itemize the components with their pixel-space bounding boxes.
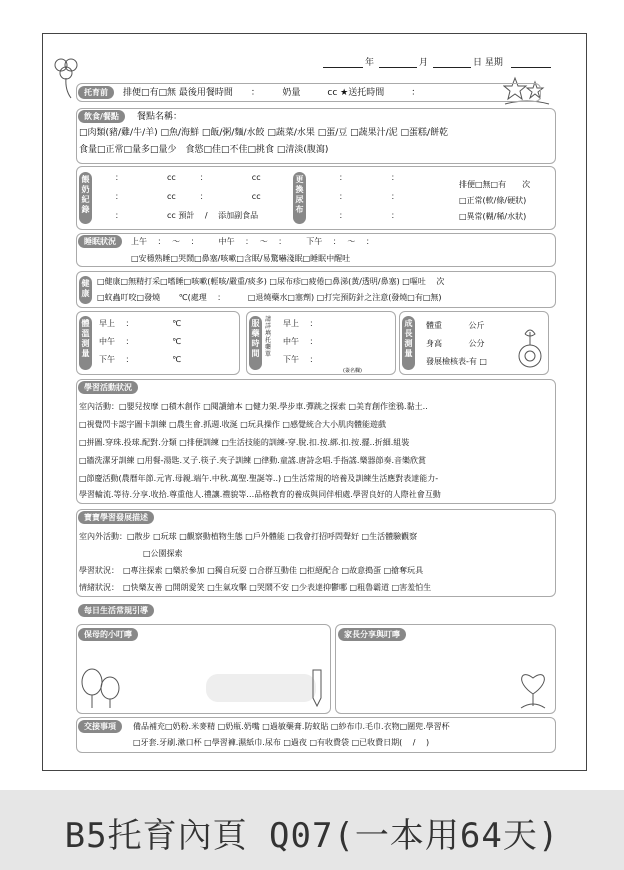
handover-pill: 交接事項	[78, 720, 122, 733]
health-line-2: □蚊蟲叮咬□發燒 ℃(處理 ： □退燒藥水□塞劑) □打完預防針之注意(發燒□有□無)	[97, 293, 442, 302]
tree-icon	[78, 662, 128, 712]
stool-abnormal: □異常(糊/稀/水狀)	[459, 212, 527, 221]
stool-normal: □正常(軟/條/硬狀)	[459, 196, 527, 205]
learning-line-5: □節慶活動(農曆年節.元宵.母親.端午.中秋.萬聖.聖誕等..) □生活常規的培養及訓練生活應對表達能力-	[79, 474, 439, 483]
learning-line-6: 學習輪流.等待.分享.收拾.尊重他人.禮讓.禮貌等…品格教育的養成與同伴相處.學習良好的人際社會互動	[79, 490, 441, 499]
stool-count: 排便□無□有 次	[459, 180, 531, 189]
medicine-row-1: 早上 ：	[283, 319, 318, 328]
development-line-1: 室內外活動：□散步 □玩球 □觀察動植物生態 □戶外體能 □我會打招呼問聲好 □生活體驗觀察	[79, 532, 418, 541]
emotion-status: 情緒狀況： □快樂友善 □開朗愛笑 □生氣攻擊 □哭鬧不安 □少表達抑鬱哪 □粗魯霸道 □害羞怕生	[79, 583, 432, 592]
form-frame	[42, 33, 587, 771]
caregiver-note-label: 保母的小叮嚀	[78, 628, 138, 641]
sleep-pill: 睡眠狀況	[78, 235, 122, 248]
product-title-band	[0, 790, 624, 870]
diaper-pill: 更換尿布	[293, 172, 306, 224]
heart-balloon-icon	[513, 666, 553, 712]
date-year-label: 年	[365, 58, 375, 68]
diaper-row-3: ： ：	[339, 211, 399, 220]
temperature-row-1: 早上 ： ℃	[99, 319, 182, 328]
note-bubble	[206, 674, 316, 702]
daily-guidance-pill: 每日生活常規引導	[78, 604, 154, 617]
temperature-row-3: 下午 ： ℃	[99, 355, 182, 364]
handover-line-2: □牙套.牙刷.漱口杯 □學習褲.濕紙巾.尿布 □過夜 □有收費袋 □已收費日期( / )	[133, 738, 430, 747]
milk-row-1: ： cc ： cc	[115, 173, 261, 182]
date-day-label: 日 星期	[473, 58, 503, 68]
pre-care-pill: 托育前	[78, 86, 114, 99]
pencil-icon	[310, 668, 324, 708]
meal-food-types: □肉類(豬/雞/牛/羊) □魚/海鮮 □飯/粥/麵/水餃 □蔬菜/水果 □蛋/豆 □蔬果汁/泥 □蛋糕/餅乾	[79, 128, 449, 138]
learning-line-4: □牆洗潔牙訓練 □用餐-湯匙.叉子.筷子.夾子訓練 □律動.童謠.唐詩念唱.手指謠.樂器節奏.音樂欣賞	[79, 456, 426, 465]
medicine-row-3: 下午 ：	[283, 355, 318, 364]
sleep-quality: □安穩熟睡□哭鬧□鼻塞/咳嗽□含眠/易驚嚇淺眠□睡眠中醒吐	[131, 254, 351, 263]
temperature-row-2: 中午 ： ℃	[99, 337, 182, 346]
height-field: 身高 公分	[426, 339, 485, 348]
milk-record-pill: 餵奶紀錄	[79, 172, 92, 224]
meal-appetite: 食量□正常□量多□量少 食慾□佳□不佳□挑食 □清淡(腹瀉)	[79, 145, 329, 155]
signature-field-label: (簽名欄)	[343, 368, 362, 374]
temperature-pill: 體溫測量	[79, 316, 92, 370]
pre-care-text: 排便□有□無 最後用餐時間 ： 奶量 cc ★送托時間 ：	[123, 88, 421, 98]
development-pill: 寶寶學習發展描述	[78, 511, 154, 524]
learning-status: 學習狀況： □專注探索 □樂於參加 □獨自玩耍 □合群互動佳 □拒絕配合 □故意搗蛋 □搶奪玩具	[79, 566, 424, 575]
date-month-label: 月	[419, 58, 429, 68]
meal-name-label: 餐點名稱：	[137, 112, 183, 122]
development-line-2: □公園探索	[143, 549, 183, 558]
medicine-note: 請詳填托藥單	[265, 316, 272, 358]
parent-note-label: 家長分享與叮嚀	[338, 628, 406, 641]
medicine-row-2: 中午 ：	[283, 337, 318, 346]
development-checklist: 發展檢核表-有 □	[426, 357, 487, 366]
learning-line-2: □視覺閃卡認字圖卡訓練 □農生會.抓週.收涎 □玩具操作 □感覺統合大小肌肉體能遊戲	[79, 420, 386, 429]
learning-pill: 學習活動狀況	[78, 381, 138, 394]
sleep-times: 上午 ： ～ ： 中午 ： ～ ： 下午 ： ～ ：	[131, 237, 374, 246]
milk-row-3: ： cc 預計 / 添加副食品	[115, 211, 259, 220]
diaper-row-1: ： ：	[339, 173, 399, 182]
product-title: B5托育內頁 Q07(一本用64天)	[64, 816, 560, 856]
rattle-icon	[511, 326, 549, 374]
weight-field: 體重 公斤	[426, 321, 485, 330]
growth-pill: 成長測量	[402, 316, 415, 370]
learning-line-1: 室內活動：□嬰兒按摩 □積木創作 □閱讀繪本 □健力架.學步車.彈跳之探索 □美育創作塗鴉.黏土..	[79, 402, 428, 411]
diaper-row-2: ： ：	[339, 192, 399, 201]
meal-pill: 飲食/餐點	[78, 110, 125, 123]
health-pill: 健康	[79, 276, 92, 304]
medicine-pill: 服藥時間	[249, 316, 262, 370]
health-line-1: □健康□無精打采□嗜睡□咳嗽(輕咳/嚴重/痰多) □尿布疹□疲倦□鼻涕(黃/透明/鼻塞) □嘔吐 次	[97, 277, 445, 286]
handover-line-1: 備品補充□奶粉.米麥精 □奶瓶.奶嘴 □過敏藥膏.防蚊貼 □紗布巾.毛巾.衣物□圍兜.學習杯	[133, 722, 450, 731]
milk-row-2: ： cc ： cc	[115, 192, 261, 201]
learning-line-3: □拼圖.穿珠.投球.配對.分類 □排便訓練 □生活技能的訓練-穿.脫.扣.按.綁.扣.按.擺..折細.組裝	[79, 438, 410, 447]
